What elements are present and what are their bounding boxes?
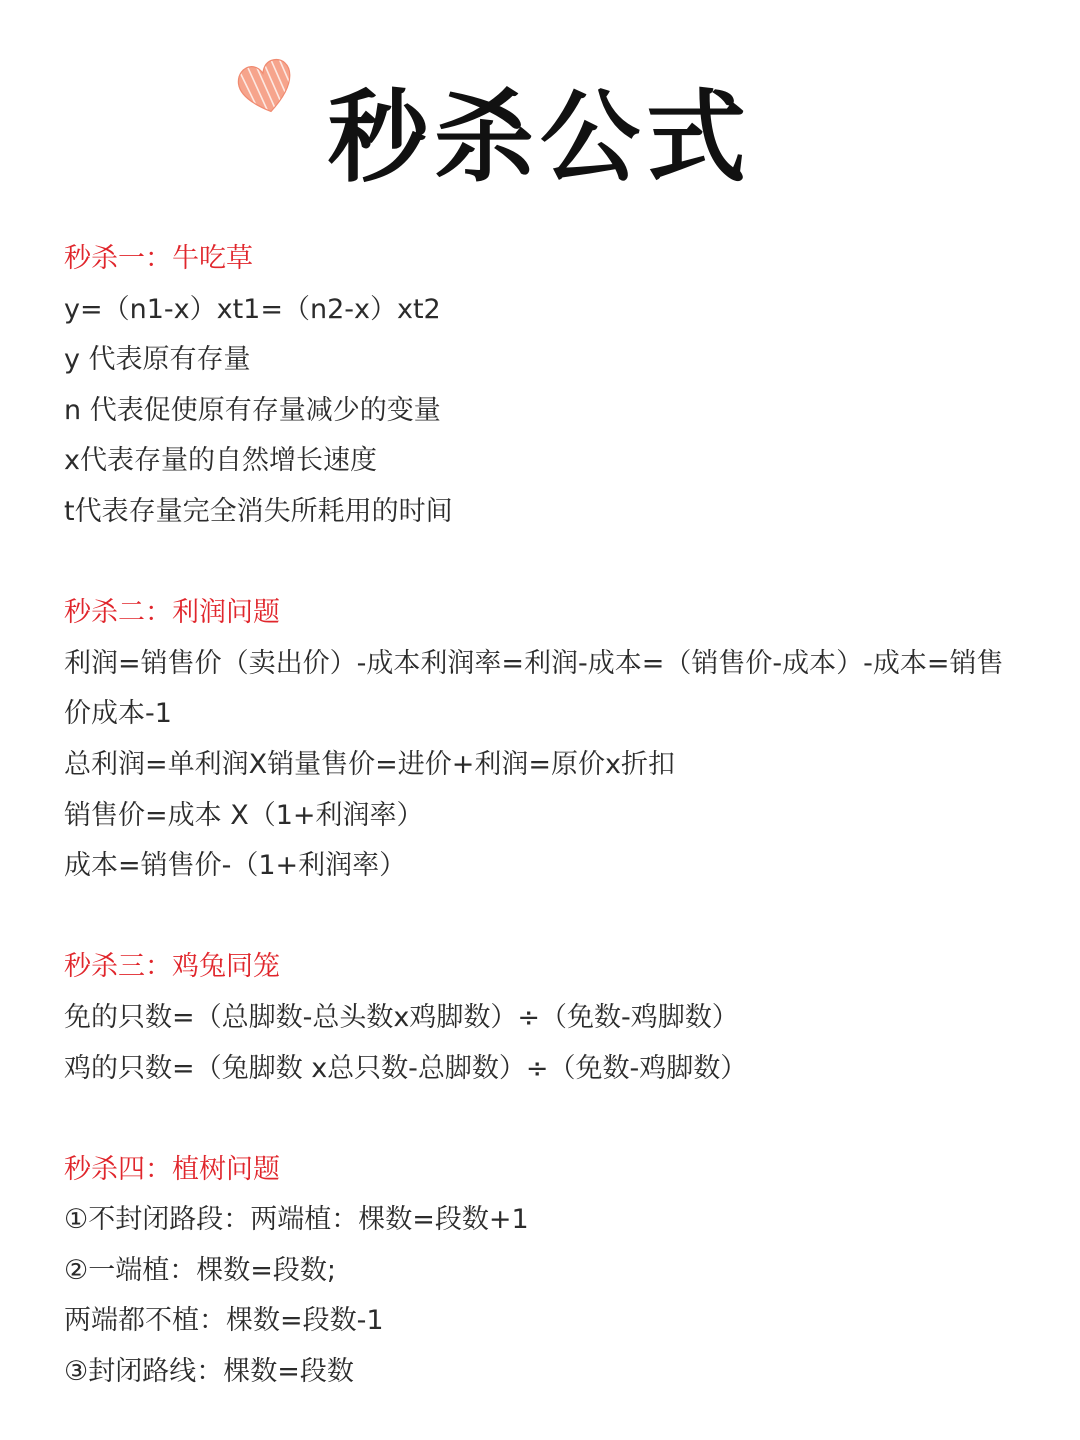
section-spacer (64, 892, 1024, 943)
formula-line: t代表存量完全消失所耗用的时间 (64, 495, 453, 527)
formula-line: 利润=销售价（卖出价）-成本利润率=利润-成本=（销售价-成本）-成本=销售价成本-1 (64, 647, 1004, 730)
formula-line: n 代表促使原有存量减少的变量 (64, 394, 441, 426)
section-heading: 秒杀四：植树问题 (64, 1153, 280, 1185)
formula-line: ①不封闭路段：两端植：棵数=段数+1 (64, 1204, 529, 1236)
formula-line: ②一端植：棵数=段数; (64, 1254, 336, 1286)
section-heading: 秒杀三：鸡兔同笼 (64, 951, 280, 983)
formula-list (64, 234, 1024, 1398)
formula-line: 两端都不植：棵数=段数-1 (64, 1305, 384, 1337)
section-spacer (64, 538, 1024, 589)
page-title: 秒杀公式 (328, 79, 752, 196)
formula-line: y 代表原有存量 (64, 344, 251, 376)
section-heading: 秒杀一：牛吃草 (64, 243, 253, 274)
formula-line: 销售价=成本 X（1+利润率） (64, 799, 424, 831)
formula-line: 免的只数=（总脚数-总头数x鸡脚数）÷（免数-鸡脚数） (64, 1001, 739, 1033)
formula-line: 成本=销售价-（1+利润率） (64, 850, 407, 882)
formula-line: 总利润=单利润X销量售价=进价+利润=原价x折扣 (64, 748, 675, 780)
section-spacer (64, 1094, 1024, 1145)
formula-line: y=（n1-x）xt1=（n2-x）xt2 (64, 293, 441, 325)
formula-line: ③封闭路线：棵数=段数 (64, 1356, 354, 1388)
formula-line: x代表存量的自然增长速度 (64, 445, 377, 477)
formula-line: 鸡的只数=（兔脚数 x总只数-总脚数）÷（免数-鸡脚数） (64, 1052, 748, 1084)
section-heading: 秒杀二：利润问题 (64, 597, 280, 629)
